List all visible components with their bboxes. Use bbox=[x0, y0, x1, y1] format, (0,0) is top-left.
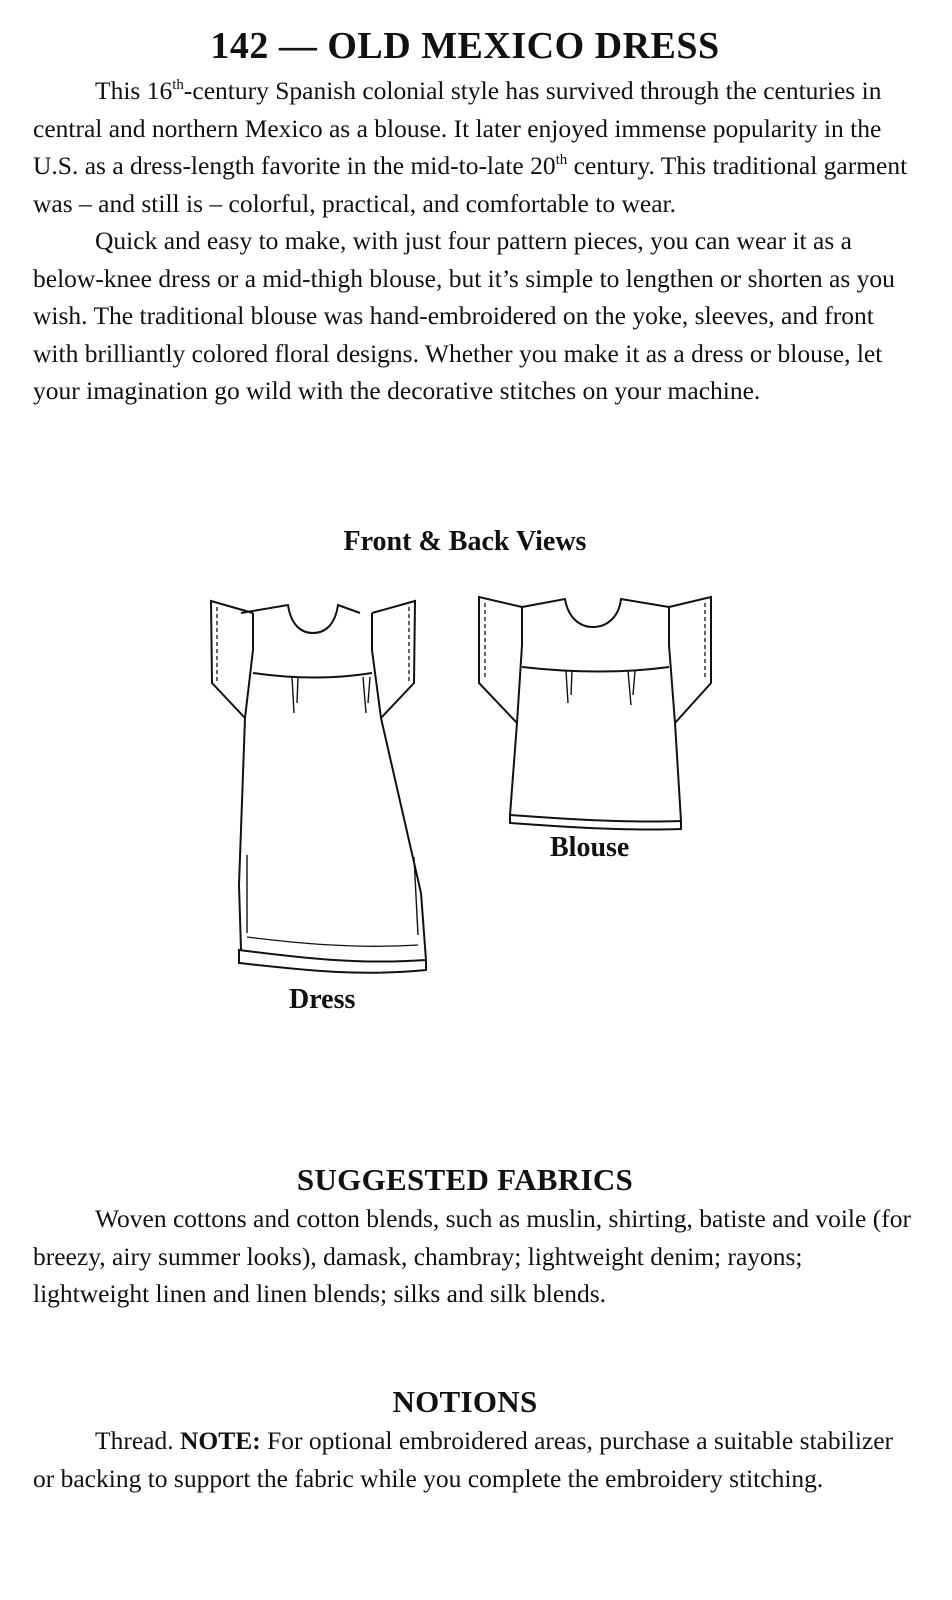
notions-heading: NOTIONS bbox=[392, 1384, 538, 1419]
views-heading: Front & Back Views bbox=[343, 526, 587, 557]
garment-illustration bbox=[195, 585, 725, 985]
blouse-drawing bbox=[479, 597, 711, 830]
notions-paragraph: Thread. NOTE: For optional embroidered areas, purchase a suitable stabilizer or backing to support the fabric while you complete the embroidery stitching. bbox=[33, 1426, 894, 1493]
dress-drawing bbox=[211, 601, 426, 973]
dress-caption: Dress bbox=[289, 984, 356, 1015]
notions-text bbox=[33, 1422, 913, 1497]
fabrics-heading: SUGGESTED FABRICS bbox=[296, 1162, 634, 1197]
note-label: NOTE: bbox=[179, 1426, 261, 1455]
blouse-caption: Blouse bbox=[550, 832, 630, 863]
intro-paragraph-2: Quick and easy to make, with just four pattern pieces, you can wear it as a below-knee dress or a mid-thigh blouse, but it’s simple to lengthen or shorten as you wish. The traditional blouse was hand-embroidered on the yoke, sleeves, and front with brilliantly colored floral designs. Whether you make it as a dress or blouse, let your imagination go wild with the decorative stitches on your machine. bbox=[33, 226, 895, 405]
intro-text bbox=[33, 72, 908, 410]
intro-paragraph-1: This 16th-century Spanish colonial style has survived through the centuries in central and northern Mexico as a blouse. It later enjoyed immense popularity in the U.S. as a dress-length favorite in the mid-to-late 20th century. This traditional garment was – and still is – colorful, practical, and comfortable to wear. bbox=[33, 76, 908, 218]
fabrics-text bbox=[33, 1200, 913, 1313]
page-title: 142 — OLD MEXICO DRESS bbox=[210, 25, 720, 67]
fabrics-paragraph: Woven cottons and cotton blends, such as muslin, shirting, batiste and voile (for breezy, airy summer looks), damask, chambray; lightweight denim; rayons; lightweight linen and linen blends; silks and silk blends. bbox=[33, 1204, 911, 1308]
